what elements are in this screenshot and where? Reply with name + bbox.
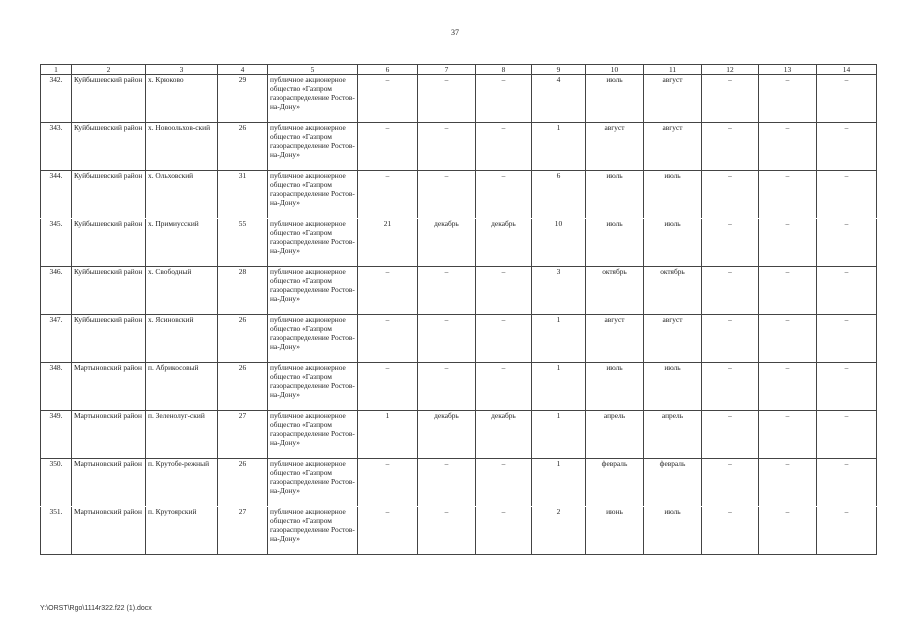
cell-col8-month: – bbox=[476, 123, 532, 171]
cell-col13-value: – bbox=[759, 267, 817, 315]
column-header-12: 12 bbox=[702, 65, 759, 75]
cell-district: Куйбышевский район bbox=[72, 315, 146, 363]
cell-row-number: 346. bbox=[41, 267, 72, 315]
cell-col13-value: – bbox=[759, 75, 817, 123]
column-header-3: 3 bbox=[146, 65, 218, 75]
cell-count: 26 bbox=[218, 315, 268, 363]
column-header-5: 5 bbox=[268, 65, 358, 75]
cell-col8-month: – bbox=[476, 75, 532, 123]
cell-col11-month: июль bbox=[644, 171, 702, 219]
cell-col9-value: 6 bbox=[532, 171, 586, 219]
cell-organization: публичное акционерное общество «Газпром газораспределение Ростов-на-Дону» bbox=[268, 75, 358, 123]
cell-row-number: 344. bbox=[41, 171, 72, 219]
cell-col9-value: 1 bbox=[532, 363, 586, 411]
cell-col10-month: апрель bbox=[586, 411, 644, 459]
cell-col14-value: – bbox=[817, 411, 877, 459]
table-row bbox=[41, 267, 877, 315]
cell-row-number: 349. bbox=[41, 411, 72, 459]
cell-col10-month: август bbox=[586, 123, 644, 171]
cell-col12-value: – bbox=[702, 219, 759, 267]
table-row bbox=[41, 75, 877, 123]
cell-col9-value: 2 bbox=[532, 507, 586, 555]
cell-col7-month: – bbox=[418, 171, 476, 219]
cell-col6-value: – bbox=[358, 171, 418, 219]
cell-col6-value: – bbox=[358, 363, 418, 411]
cell-col10-month: август bbox=[586, 315, 644, 363]
cell-col11-month: февраль bbox=[644, 459, 702, 507]
cell-settlement: п. Абрикосовый bbox=[146, 363, 218, 411]
cell-col12-value: – bbox=[702, 411, 759, 459]
table-row bbox=[41, 507, 877, 555]
cell-col12-value: – bbox=[702, 363, 759, 411]
cell-organization: публичное акционерное общество «Газпром газораспределение Ростов-на-Дону» bbox=[268, 315, 358, 363]
table-row bbox=[41, 171, 877, 219]
cell-col13-value: – bbox=[759, 171, 817, 219]
cell-col12-value: – bbox=[702, 171, 759, 219]
cell-col6-value: 1 bbox=[358, 411, 418, 459]
cell-settlement: х. Новоольхов-ский bbox=[146, 123, 218, 171]
cell-col9-value: 1 bbox=[532, 459, 586, 507]
cell-col7-month: декабрь bbox=[418, 411, 476, 459]
cell-row-number: 345. bbox=[41, 219, 72, 267]
table-row bbox=[41, 315, 877, 363]
cell-col10-month: февраль bbox=[586, 459, 644, 507]
cell-col7-month: декабрь bbox=[418, 219, 476, 267]
cell-col7-month: – bbox=[418, 123, 476, 171]
cell-col12-value: – bbox=[702, 267, 759, 315]
cell-col10-month: октябрь bbox=[586, 267, 644, 315]
cell-settlement: п. Крутоярский bbox=[146, 507, 218, 555]
cell-district: Куйбышевский район bbox=[72, 171, 146, 219]
table-row bbox=[41, 459, 877, 507]
document-table-container bbox=[40, 64, 866, 555]
cell-col11-month: октябрь bbox=[644, 267, 702, 315]
cell-col11-month: август bbox=[644, 315, 702, 363]
footer-file-path: Y:\ORST\Rgo\1114r322.f22 (1).docx bbox=[40, 605, 152, 612]
cell-col6-value: – bbox=[358, 75, 418, 123]
column-header-1: 1 bbox=[41, 65, 72, 75]
cell-row-number: 348. bbox=[41, 363, 72, 411]
cell-col6-value: – bbox=[358, 459, 418, 507]
cell-count: 28 bbox=[218, 267, 268, 315]
cell-col9-value: 1 bbox=[532, 411, 586, 459]
cell-col9-value: 3 bbox=[532, 267, 586, 315]
cell-col7-month: – bbox=[418, 459, 476, 507]
cell-col9-value: 1 bbox=[532, 315, 586, 363]
cell-district: Мартыновский район bbox=[72, 363, 146, 411]
cell-col12-value: – bbox=[702, 459, 759, 507]
cell-col8-month: – bbox=[476, 459, 532, 507]
cell-settlement: х. Свободный bbox=[146, 267, 218, 315]
cell-col13-value: – bbox=[759, 315, 817, 363]
cell-row-number: 347. bbox=[41, 315, 72, 363]
cell-district: Мартыновский район bbox=[72, 459, 146, 507]
cell-col12-value: – bbox=[702, 123, 759, 171]
cell-col13-value: – bbox=[759, 459, 817, 507]
cell-col13-value: – bbox=[759, 411, 817, 459]
table-row bbox=[41, 219, 877, 267]
cell-col12-value: – bbox=[702, 315, 759, 363]
cell-col9-value: 1 bbox=[532, 123, 586, 171]
cell-district: Куйбышевский район bbox=[72, 123, 146, 171]
column-header-7: 7 bbox=[418, 65, 476, 75]
cell-col12-value: – bbox=[702, 75, 759, 123]
table-row bbox=[41, 123, 877, 171]
cell-col11-month: июль bbox=[644, 507, 702, 555]
cell-organization: публичное акционерное общество «Газпром газораспределение Ростов-на-Дону» bbox=[268, 507, 358, 555]
cell-col12-value: – bbox=[702, 507, 759, 555]
cell-count: 26 bbox=[218, 123, 268, 171]
page-number: 37 bbox=[451, 28, 459, 37]
cell-count: 27 bbox=[218, 507, 268, 555]
cell-col7-month: – bbox=[418, 363, 476, 411]
column-header-9: 9 bbox=[532, 65, 586, 75]
cell-col10-month: июнь bbox=[586, 507, 644, 555]
cell-row-number: 343. bbox=[41, 123, 72, 171]
cell-col8-month: – bbox=[476, 315, 532, 363]
cell-row-number: 351. bbox=[41, 507, 72, 555]
cell-settlement: п. Крутобе-режный bbox=[146, 459, 218, 507]
cell-col13-value: – bbox=[759, 507, 817, 555]
cell-count: 31 bbox=[218, 171, 268, 219]
cell-col8-month: декабрь bbox=[476, 219, 532, 267]
cell-col14-value: – bbox=[817, 507, 877, 555]
cell-row-number: 342. bbox=[41, 75, 72, 123]
column-header-2: 2 bbox=[72, 65, 146, 75]
cell-col6-value: – bbox=[358, 315, 418, 363]
cell-district: Мартыновский район bbox=[72, 411, 146, 459]
cell-organization: публичное акционерное общество «Газпром газораспределение Ростов-на-Дону» bbox=[268, 267, 358, 315]
cell-col10-month: июль bbox=[586, 75, 644, 123]
cell-col11-month: июль bbox=[644, 363, 702, 411]
table-header-row bbox=[41, 65, 877, 75]
table-row bbox=[41, 363, 877, 411]
cell-col14-value: – bbox=[817, 267, 877, 315]
cell-district: Куйбышевский район bbox=[72, 267, 146, 315]
cell-col13-value: – bbox=[759, 219, 817, 267]
cell-organization: публичное акционерное общество «Газпром газораспределение Ростов-на-Дону» bbox=[268, 459, 358, 507]
table-row bbox=[41, 411, 877, 459]
column-header-11: 11 bbox=[644, 65, 702, 75]
cell-col14-value: – bbox=[817, 75, 877, 123]
cell-count: 27 bbox=[218, 411, 268, 459]
cell-col9-value: 4 bbox=[532, 75, 586, 123]
table-body bbox=[41, 75, 877, 555]
cell-settlement: х. Ясиновский bbox=[146, 315, 218, 363]
cell-col11-month: август bbox=[644, 123, 702, 171]
cell-settlement: х. Ольховский bbox=[146, 171, 218, 219]
column-header-6: 6 bbox=[358, 65, 418, 75]
cell-col6-value: 21 bbox=[358, 219, 418, 267]
cell-col13-value: – bbox=[759, 363, 817, 411]
cell-col14-value: – bbox=[817, 123, 877, 171]
column-header-14: 14 bbox=[817, 65, 877, 75]
cell-col14-value: – bbox=[817, 219, 877, 267]
cell-count: 26 bbox=[218, 459, 268, 507]
cell-district: Куйбышевский район bbox=[72, 75, 146, 123]
column-header-13: 13 bbox=[759, 65, 817, 75]
column-header-10: 10 bbox=[586, 65, 644, 75]
cell-col9-value: 10 bbox=[532, 219, 586, 267]
cell-settlement: х. Примиусский bbox=[146, 219, 218, 267]
cell-col13-value: – bbox=[759, 123, 817, 171]
cell-col7-month: – bbox=[418, 267, 476, 315]
column-header-8: 8 bbox=[476, 65, 532, 75]
cell-row-number: 350. bbox=[41, 459, 72, 507]
document-table bbox=[40, 64, 877, 555]
cell-settlement: х. Крюково bbox=[146, 75, 218, 123]
cell-settlement: п. Зеленолуг-ский bbox=[146, 411, 218, 459]
cell-district: Мартыновский район bbox=[72, 507, 146, 555]
cell-col14-value: – bbox=[817, 459, 877, 507]
cell-col8-month: декабрь bbox=[476, 411, 532, 459]
cell-col6-value: – bbox=[358, 123, 418, 171]
cell-col10-month: июль bbox=[586, 363, 644, 411]
cell-count: 29 bbox=[218, 75, 268, 123]
cell-col14-value: – bbox=[817, 363, 877, 411]
cell-organization: публичное акционерное общество «Газпром газораспределение Ростов-на-Дону» bbox=[268, 411, 358, 459]
cell-col8-month: – bbox=[476, 507, 532, 555]
cell-col10-month: июль bbox=[586, 171, 644, 219]
cell-organization: публичное акционерное общество «Газпром газораспределение Ростов-на-Дону» bbox=[268, 171, 358, 219]
cell-organization: публичное акционерное общество «Газпром газораспределение Ростов-на-Дону» bbox=[268, 363, 358, 411]
cell-col8-month: – bbox=[476, 171, 532, 219]
cell-col14-value: – bbox=[817, 171, 877, 219]
cell-organization: публичное акционерное общество «Газпром газораспределение Ростов-на-Дону» bbox=[268, 219, 358, 267]
cell-col7-month: – bbox=[418, 507, 476, 555]
cell-col11-month: июль bbox=[644, 219, 702, 267]
cell-col7-month: – bbox=[418, 315, 476, 363]
cell-district: Куйбышевский район bbox=[72, 219, 146, 267]
cell-count: 26 bbox=[218, 363, 268, 411]
column-header-4: 4 bbox=[218, 65, 268, 75]
cell-col7-month: – bbox=[418, 75, 476, 123]
cell-col11-month: апрель bbox=[644, 411, 702, 459]
cell-col8-month: – bbox=[476, 363, 532, 411]
cell-col10-month: июль bbox=[586, 219, 644, 267]
cell-col8-month: – bbox=[476, 267, 532, 315]
cell-col6-value: – bbox=[358, 507, 418, 555]
cell-organization: публичное акционерное общество «Газпром газораспределение Ростов-на-Дону» bbox=[268, 123, 358, 171]
cell-col11-month: август bbox=[644, 75, 702, 123]
cell-col6-value: – bbox=[358, 267, 418, 315]
cell-count: 55 bbox=[218, 219, 268, 267]
cell-col14-value: – bbox=[817, 315, 877, 363]
